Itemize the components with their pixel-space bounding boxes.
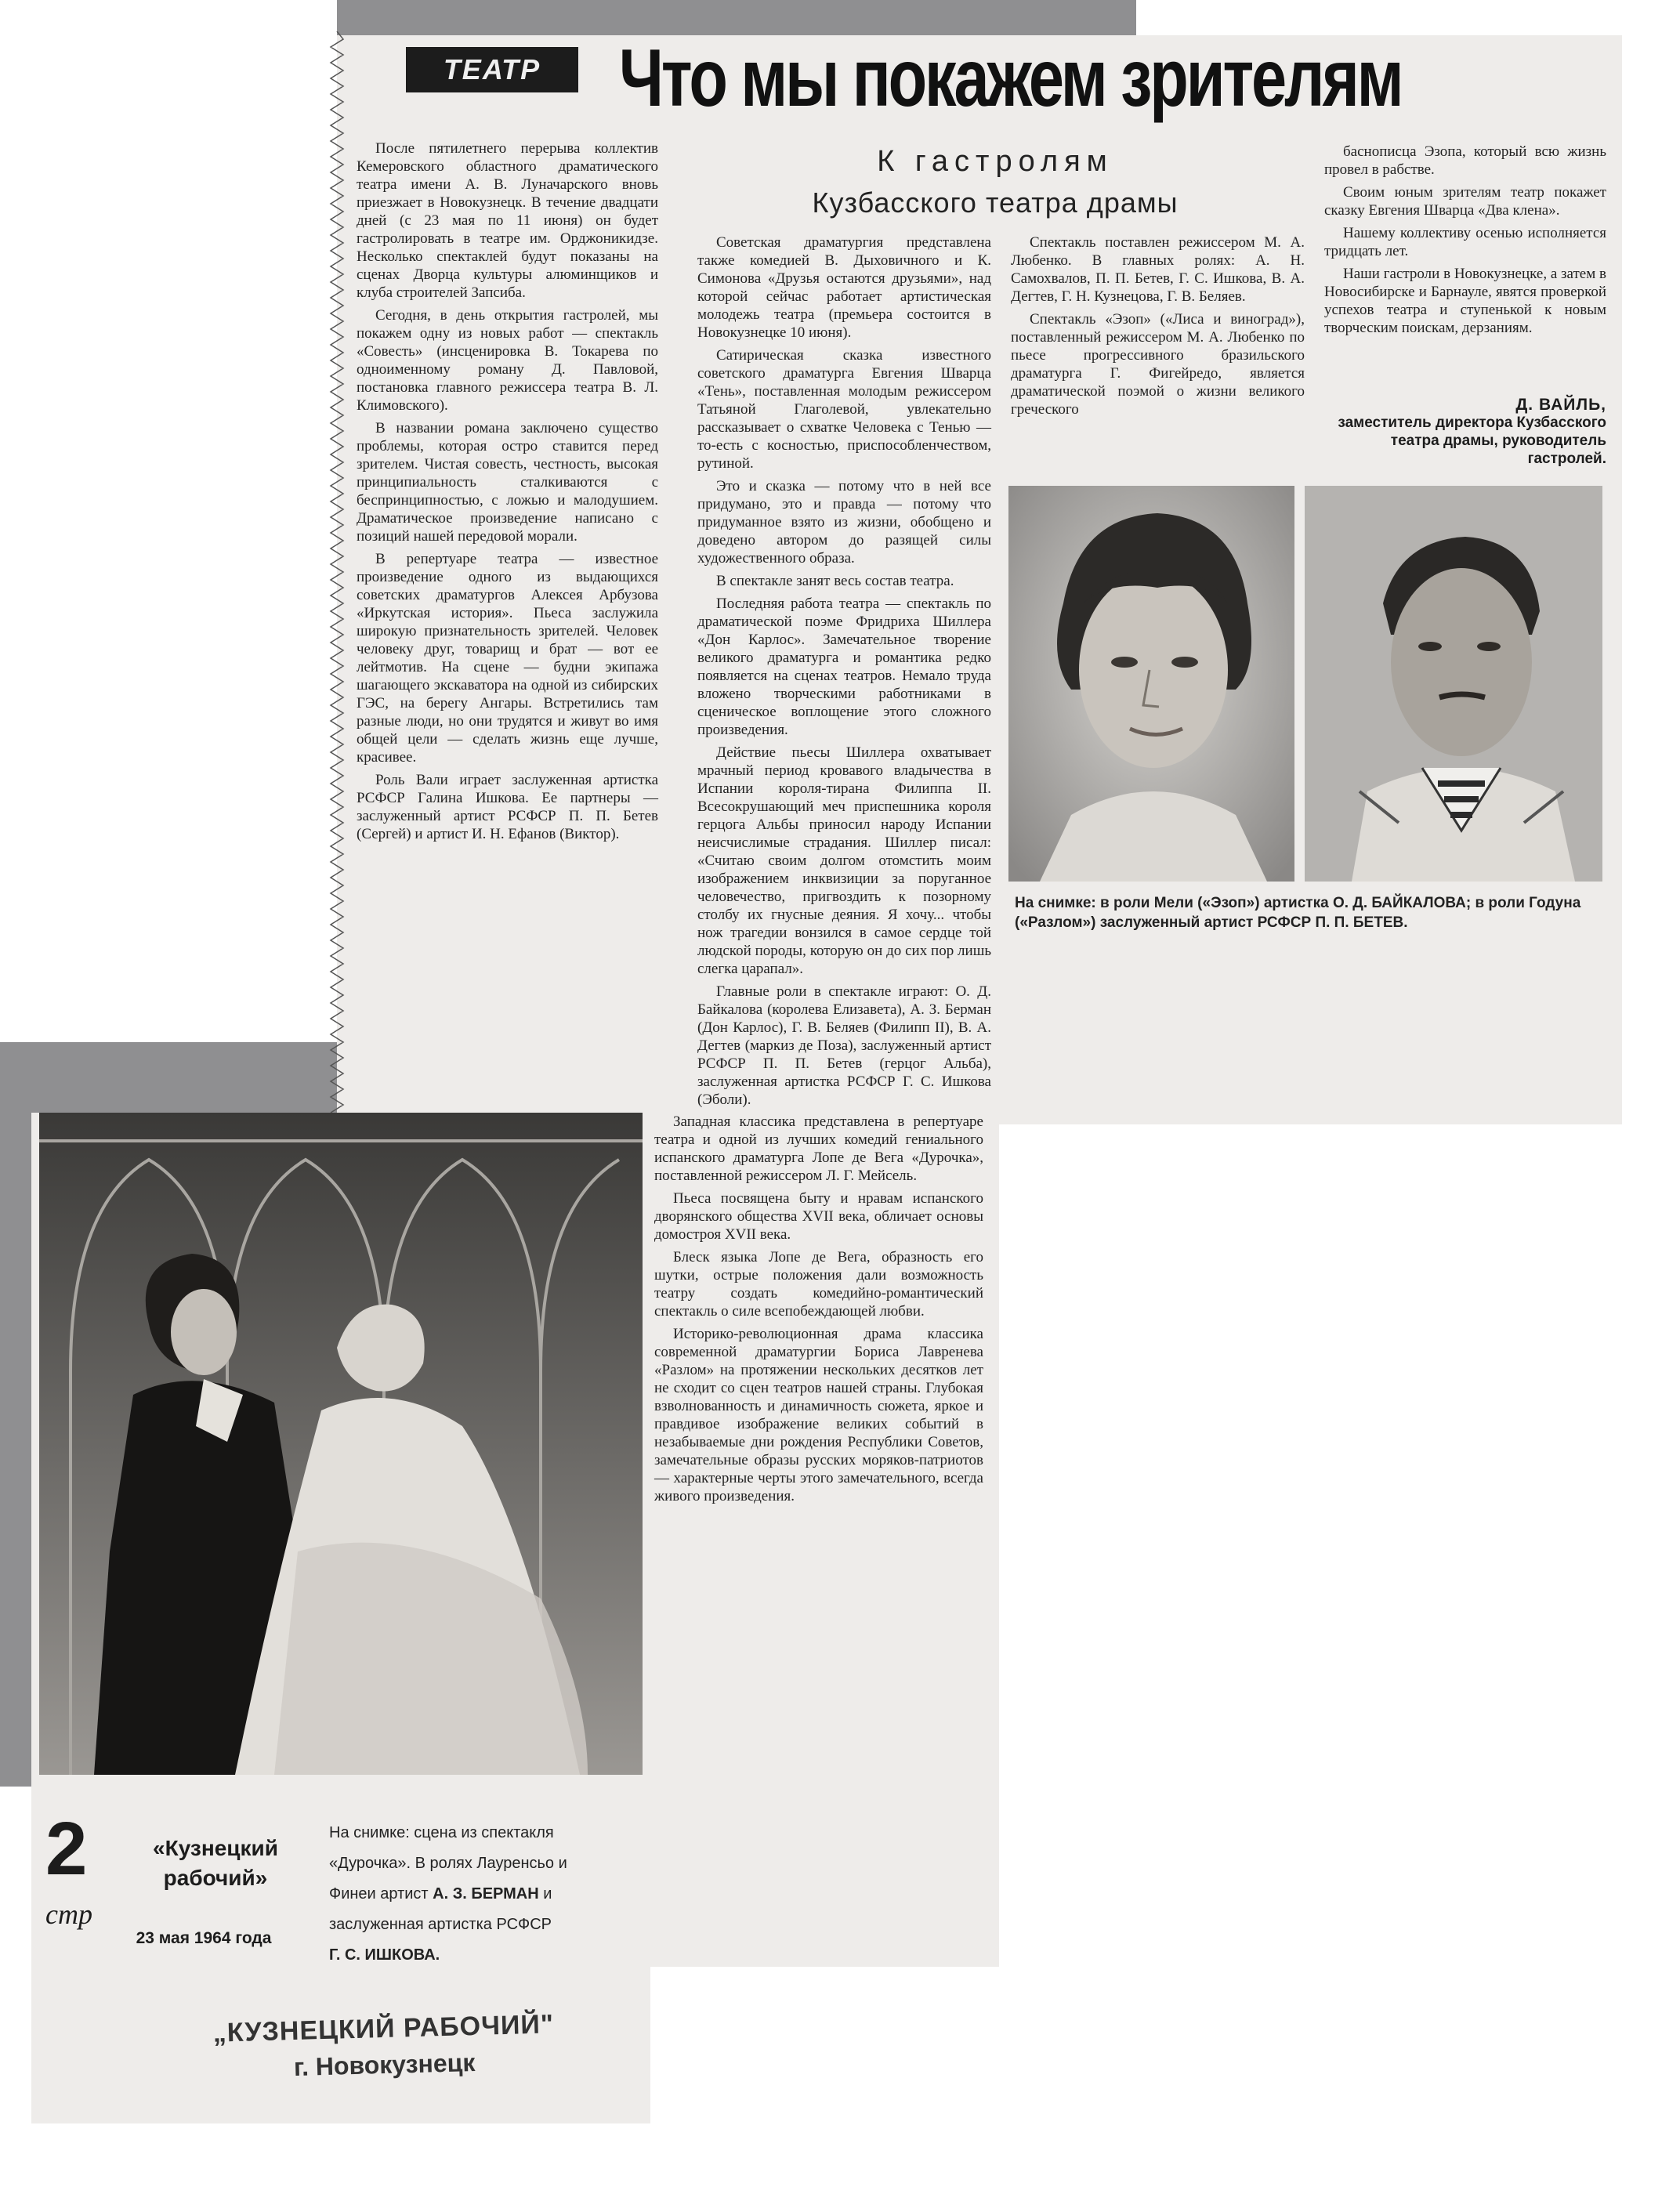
author-signature [1324, 396, 1606, 468]
photo-actress-portrait [1008, 486, 1294, 882]
page-label: стр [45, 1899, 92, 1930]
paragraph: Спектакль поставлен режиссером М. А. Любенко. В главных ролях: А. Н. Самохвалов, П. П. Бетев, Г. С. Ишкова, В. А. Дегтев, Г. Н. Кузнецова, Г. В. Беляев. [1011, 234, 1305, 305]
stamp-line-1: „КУЗНЕЦКИЙ РАБОЧИЙ" [212, 2009, 555, 2048]
paragraph: Своим юным зрителям театр покажет сказку Евгения Шварца «Два клена». [1324, 184, 1606, 219]
section-rubric: ТЕАТР [406, 47, 578, 92]
caption-line: заслуженная артистка РСФСР [329, 1916, 552, 1933]
paragraph: После пятилетнего перерыва коллектив Кемеровского областного драматического театра имени А. В. Луначарского вновь приезжает в Новокузнецк. В течение двадцати дней (с 23 мая по 11 июня) он будет гастролировать в театре им. Орджоникидзе. Несколько спектаклей будут показаны на сценах Дворца культуры алюминщиков и клуба строителей Запсиба. [357, 140, 658, 301]
page-number: 2 [45, 1807, 88, 1891]
caption-line: На снимке: сцена из спектакля [329, 1824, 554, 1841]
caption-portraits: На снимке: в роли Мели («Эзоп») артистка О. Д. БАЙКАЛОВА; в роли Годуна («Разлом») заслуженный артист РСФСР П. П. БЕТЕВ. [1015, 895, 1581, 931]
paragraph: Западная классика представлена в репертуаре театра и одной из лучших комедий гениального испанского драматурга Лопе де Вега «Дурочка», поставленной режиссером Л. Г. Мейсель. [654, 1113, 983, 1184]
paragraph: Блеск языка Лопе де Вега, образность его шутки, острые положения дали возможность театру создать комедийно-романтический спектакль о силе всепобеждающей любви. [654, 1249, 983, 1320]
article-column-3 [1011, 234, 1305, 418]
paragraph: Историко-революционная драма классика современной драматургии Бориса Лавренева «Разлом» на протяжении нескольких десятков лет не сходит со сцен театров нашей страны. Глубокая взволнованность и динамичность сюжета, яркое и правдивое изображение великих событий в незабываемые дни рождения Республики Советов, замечательные образы русских моряков-патриотов — характерные черты этого замечательного, всегда живого произведения. [654, 1326, 983, 1504]
paragraph: В названии романа заключено существо проблемы, которая остро ставится перед зрителем. Чистая совесть, честность, высокая принципиальность сталкиваются с беспринципностью, с ложью и малодушием. Драматическое произведение написано с позиций нашей передовой морали. [357, 420, 658, 545]
paragraph: Роль Вали играет заслуженная артистка РСФСР Галина Ишкова. Ее партнеры — заслуженный артист РСФСР П. П. Бетев (Сергей) и артист И. Н. Ефанов (Виктор). [357, 772, 658, 842]
actor-name: А. З. БЕРМАН [433, 1885, 539, 1903]
photo-stage-scene [39, 1113, 643, 1775]
paragraph: Нашему коллективу осенью исполняется тридцать лет. [1324, 225, 1606, 259]
paragraph: В репертуаре театра — известное произведение одного из выдающихся советских драматургов Алексея Арбузова «Иркутская история». Пьеса заслужила широкую признательность зрителей. Человек человеку друг, товарищ и брат — вот ее лейтмотив. На сцене — будни экипажа шагающего экскаватора на одной из сибирских ГЭС, на берегу Ангары. Встретились там разные люди, но они трудятся и живут во имя общей цели — сделать жизнь еще лучше, красивее. [357, 551, 658, 766]
author-name: Д. ВАЙЛЬ, [1515, 396, 1606, 414]
torn-edge-decoration [328, 31, 346, 1121]
caption-text: и [538, 1885, 552, 1903]
paragraph: Советская драматургия представлена также комедией В. Дыховичного и К. Симонова «Друзья остаются друзьями», над которой сейчас работает артистическая молодежь театра (премьера состоится в Новокузнецке 10 июня). [697, 234, 991, 341]
issue-date: 23 мая 1964 года [136, 1929, 272, 1947]
paragraph: Действие пьесы Шиллера охватывает мрачный период кровавого владычества в Испании короля-тирана Филиппа II. Всесокрушающий меч приспешника короля герцога Альбы приносил народу Испании неисчислимые страдания. Шиллер писал: «Считаю своим долгом отомстить моим изображением инквизиции за поруганное человечество, пригвоздить к позорному столбу их гнусные деяния. Я хочу... чтобы нож трагедии вонзился в самое сердце той людской породы, которую он до сих пор лишь слегка царапал». [697, 744, 991, 977]
newspaper-name-line-1: «Кузнецкий [153, 1836, 278, 1860]
newspaper-stamp [211, 2009, 557, 2084]
paragraph: Сегодня, в день открытия гастролей, мы покажем одну из новых работ — спектакль «Совесть» (инсценировка В. Токарева по одноименному роману Д. Павловой, постановка главного режиссера театра В. Л. Климовского). [357, 307, 658, 414]
article-column-4 [1324, 143, 1606, 337]
paragraph: Последняя работа театра — спектакль по драматической поэме Фридриха Шиллера «Дон Карлос». Замечательное творение великого драматурга и романтика редко появляется на сценах театров. Немало труда вложено творческими работниками в сценическое воплощение этого сложного произведения. [697, 596, 991, 738]
paragraph: Спектакль «Эзоп» («Лиса и виноград»), поставленный режиссером М. А. Любенко по пьесе прогрессивного бразильского драматурга Г. Фигейредо, является драматической поэмой о жизни великого греческого [1011, 311, 1305, 418]
author-title: заместитель директора Кузбасского театра драмы, руководитель гастролей. [1338, 415, 1606, 467]
newspaper-name-line-2: рабочий» [163, 1866, 268, 1890]
caption-line: «Дурочка». В ролях Лауренсьо и [329, 1855, 567, 1872]
paragraph: Главные роли в спектакле играют: О. Д. Байкалова (королева Елизавета), А. З. Берман (Дон Карлос), Г. В. Беляев (Филипп II), В. А. Дегтев (маркиз де Поза), заслуженный артист РСФСР П. П. Бетев (герцог Альба), заслуженная артистка РСФСР Г. С. Ишкова (Эболи). [697, 983, 991, 1108]
caption-line: Г. С. ИШКОВА. [329, 1946, 440, 1964]
article-column-1 [357, 139, 658, 843]
paragraph: Сатирическая сказка известного советского драматурга Евгения Шварца «Тень», поставленная молодым режиссером Татьяной Глаголевой, увлекательно рассказывает о схватке Человека с Тенью — то-есть с косностью, приспособленчеством, рутиной. [697, 347, 991, 472]
paragraph: баснописца Эзопа, который всю жизнь провел в рабстве. [1324, 143, 1606, 178]
caption-line [329, 1879, 627, 1910]
paragraph: Пьеса посвящена быту и нравам испанского дворянского общества XVII века, обличает основы домостроя XVII века. [654, 1190, 983, 1243]
newspaper-name [133, 1834, 298, 1893]
photo-actor-portrait [1305, 486, 1602, 882]
paragraph: Это и сказка — потому что в ней все придумано, это и правда — потому что придуманное взято из жизни, обобщено и доведено автором до разящей силы художественного образа. [697, 478, 991, 567]
caption-stage-scene [329, 1818, 627, 1971]
paragraph: В спектакле занят весь состав театра. [716, 573, 954, 589]
stamp-line-2: г. Новокузнецк [293, 2047, 476, 2082]
subheading-line-1: К гастролям [877, 145, 1113, 178]
paragraph: Наши гастроли в Новокузнецке, а затем в Новосибирске и Барнауле, явятся проверкой успехов театра и ступенькой к новым творческим поискам, дерзаниям. [1324, 266, 1606, 336]
article-column-2-continued [654, 1113, 983, 1505]
article-column-2 [697, 234, 991, 1109]
headline: Что мы покажем зрителям [619, 33, 1402, 124]
subheading-line-2: Кузбасского театра драмы [812, 186, 1179, 219]
caption-text: Финеи артист [329, 1885, 433, 1903]
